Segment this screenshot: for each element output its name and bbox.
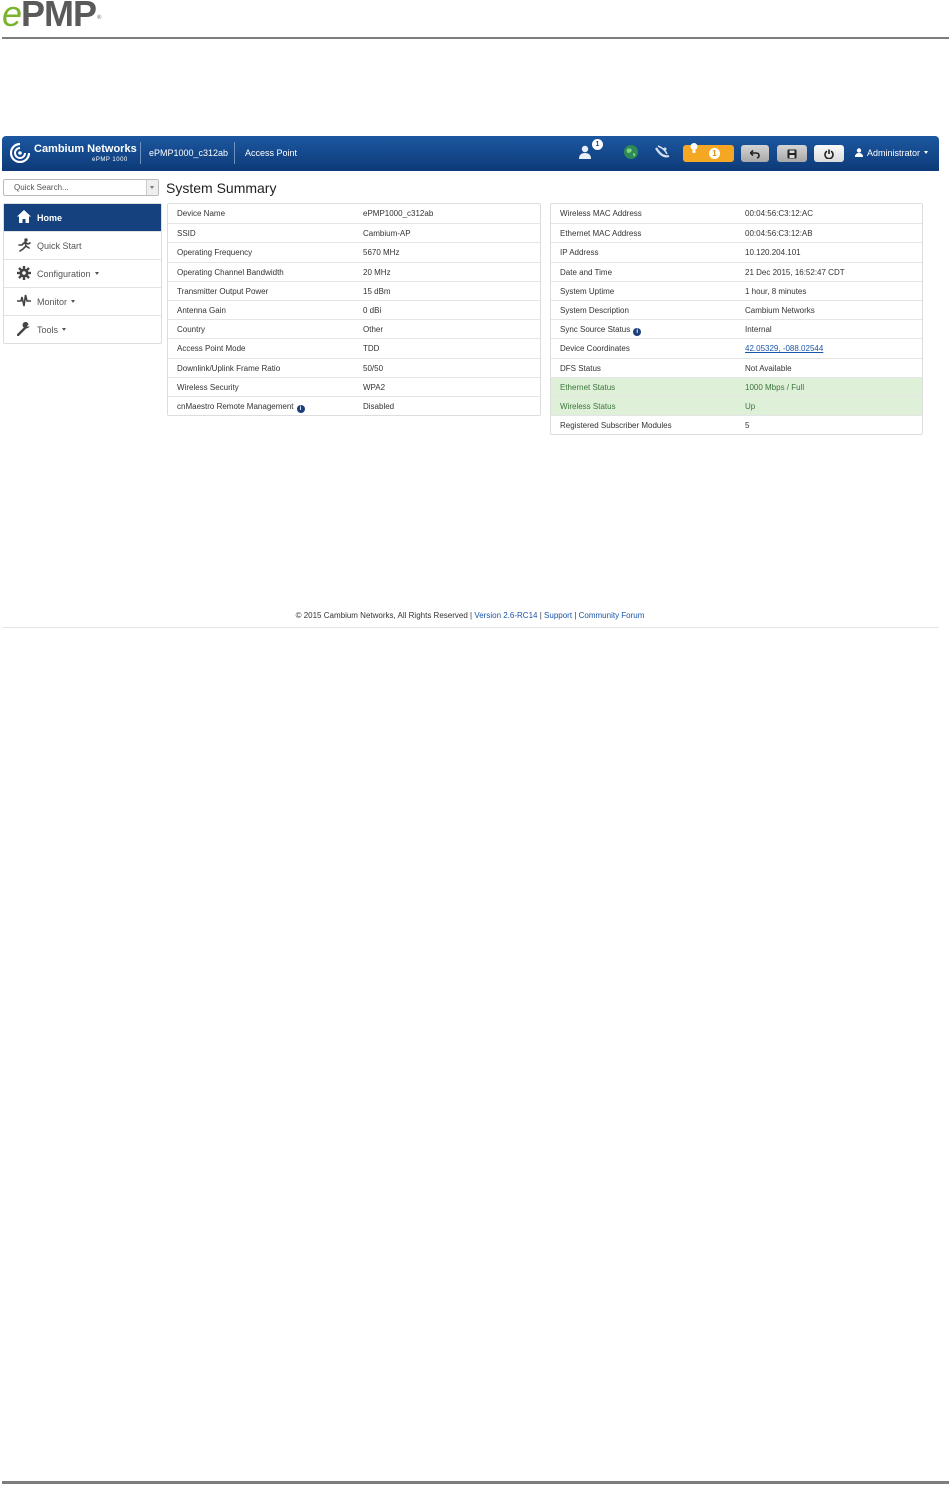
users-button[interactable] — [577, 141, 600, 164]
alerts-count-badge: 1 — [709, 148, 720, 159]
sidebar-nav — [3, 203, 162, 344]
chevron-down-icon — [924, 151, 928, 154]
table-row: Ethernet MAC Address 00:04:56:C3:12:AB — [551, 223, 922, 242]
footer-divider — [2, 627, 939, 628]
table-row: Sync Source Status i Internal — [551, 319, 922, 338]
table-row: Device Name ePMP1000_c312ab — [177, 209, 434, 218]
table-row: Device Coordinates 42.05329, -088.02544 — [551, 338, 922, 357]
alerts-button[interactable] — [683, 145, 734, 162]
navbar-divider — [234, 142, 235, 164]
page-title: System Summary — [166, 180, 277, 196]
info-icon[interactable]: i — [297, 405, 305, 413]
table-row: IP Address 10.120.204.101 — [551, 242, 922, 261]
cambium-logo-icon — [10, 143, 30, 163]
community-forum-link[interactable]: Community Forum — [578, 611, 645, 620]
floppy-disk-icon — [788, 149, 797, 158]
chevron-down-icon[interactable] — [146, 180, 158, 195]
lightbulb-icon — [690, 143, 699, 154]
device-mode-label: Access Point — [245, 148, 298, 158]
epmp-logo: ePMP® — [2, 0, 101, 34]
table-row: Transmitter Output Power 15 dBm — [168, 281, 540, 300]
device-coordinates-link[interactable]: 42.05329, -088.02544 — [745, 344, 824, 354]
table-row-status-ok: Wireless Status Up — [551, 396, 922, 415]
table-row: Wireless Security WPA2 — [168, 377, 540, 396]
quick-search-select[interactable] — [3, 179, 159, 196]
navbar-divider — [140, 142, 141, 164]
info-icon[interactable]: i — [633, 328, 641, 336]
table-row: System Uptime 1 hour, 8 minutes — [551, 281, 922, 300]
system-summary-table-right — [550, 203, 923, 435]
table-row: SSID Cambium-AP — [168, 223, 540, 242]
users-count-badge: 1 — [592, 139, 603, 150]
table-row: Access Point Mode TDD — [168, 338, 540, 357]
running-person-icon — [17, 238, 31, 252]
sidebar-item-configuration[interactable]: Configuration — [4, 259, 161, 287]
table-row: cnMaestro Remote Management i Disabled — [168, 396, 540, 415]
user-menu-dropdown[interactable] — [855, 148, 928, 158]
table-row: Downlink/Uplink Frame Ratio 50/50 — [168, 358, 540, 377]
reboot-button[interactable] — [814, 145, 844, 162]
support-link[interactable]: Support — [544, 611, 573, 620]
power-icon — [824, 149, 834, 159]
table-row: Operating Frequency 5670 MHz — [168, 242, 540, 261]
brand-name: Cambium Networks — [34, 143, 137, 155]
copyright-text: © 2015 Cambium Networks, All Rights Reserved — [295, 611, 468, 620]
system-summary-table-left — [167, 203, 541, 416]
table-row: Registered Subscriber Modules 5 — [551, 415, 922, 434]
user-menu-label: Administrator — [867, 148, 921, 158]
table-row: DFS Status Not Available — [551, 358, 922, 377]
device-name-label: ePMP1000_c312ab — [149, 148, 229, 158]
save-button[interactable] — [777, 145, 807, 162]
table-row-status-ok: Ethernet Status 1000 Mbps / Full — [551, 377, 922, 396]
table-row: Wireless MAC Address 00:04:56:C3:12:AC — [560, 209, 814, 218]
undo-icon — [750, 149, 760, 158]
chevron-down-icon — [95, 272, 99, 275]
globe-button[interactable] — [623, 144, 643, 164]
quick-search-input[interactable] — [4, 180, 154, 195]
wrench-icon — [17, 322, 31, 336]
cambium-brand[interactable] — [10, 141, 136, 167]
table-row: Country Other — [168, 319, 540, 338]
page-footer: © 2015 Cambium Networks, All Rights Reserved | Version 2.6-RC14 | Support | Community Forum — [295, 611, 645, 620]
sidebar-item-monitor[interactable]: Monitor — [4, 287, 161, 315]
sidebar-item-quick-start[interactable]: Quick Start — [4, 231, 161, 259]
pulse-icon — [17, 294, 31, 308]
user-icon — [855, 148, 863, 157]
table-row: System Description Cambium Networks — [551, 300, 922, 319]
version-link[interactable]: Version 2.6-RC14 — [474, 611, 538, 620]
table-row: Date and Time 21 Dec 2015, 16:52:47 CDT — [551, 262, 922, 281]
wireless-button[interactable] — [653, 144, 673, 164]
sidebar-item-home[interactable]: Home — [4, 204, 161, 231]
chevron-down-icon — [71, 300, 75, 303]
sidebar-item-tools[interactable]: Tools — [4, 315, 161, 343]
undo-button[interactable] — [741, 145, 769, 162]
header-rule — [2, 37, 949, 39]
brand-subtitle: ePMP 1000 — [92, 157, 128, 163]
table-row: Antenna Gain 0 dBi — [168, 300, 540, 319]
top-navbar — [2, 136, 939, 171]
user-icon — [577, 144, 593, 160]
globe-icon — [623, 144, 639, 160]
home-icon — [17, 210, 31, 223]
table-row: Operating Channel Bandwidth 20 MHz — [168, 262, 540, 281]
gear-icon — [17, 266, 31, 280]
page-bottom-rule — [2, 1481, 949, 1484]
chevron-down-icon — [62, 328, 66, 331]
satellite-dish-icon — [653, 144, 671, 160]
